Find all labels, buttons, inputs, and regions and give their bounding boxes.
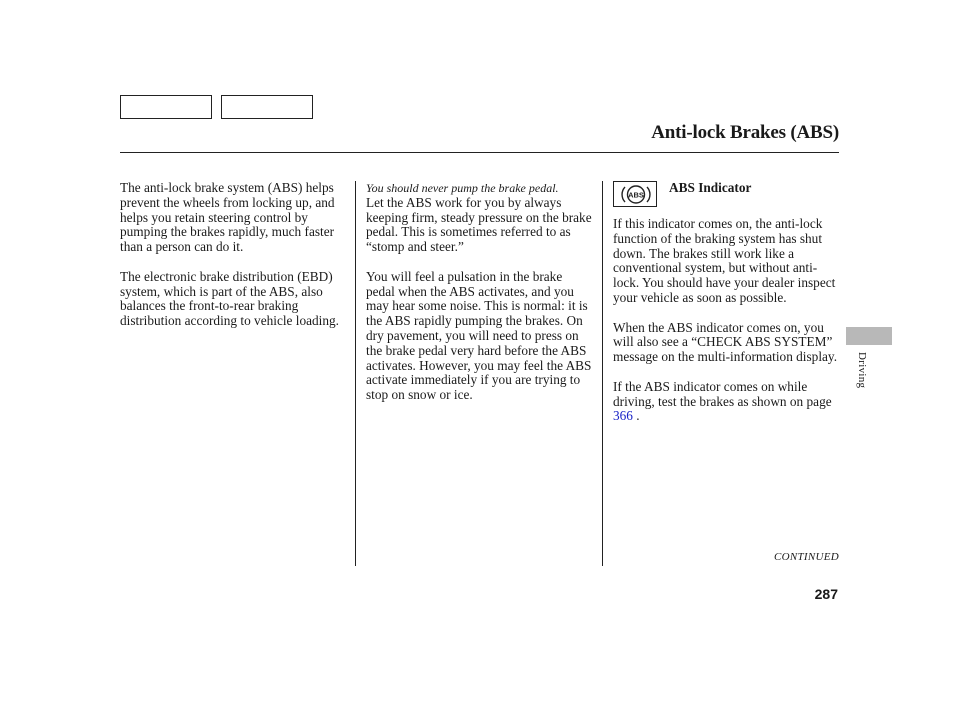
page-title: Anti-lock Brakes (ABS) [651, 122, 839, 143]
ebd-paragraph: The electronic brake distribution (EBD) system, which is part of the ABS, also balances the front-to-rear braking distribution according to vehicle loading. [120, 268, 339, 329]
column-divider [355, 181, 356, 566]
page-number: 287 [814, 586, 838, 602]
column-1 [120, 181, 340, 344]
column-3 [613, 181, 843, 439]
abs-indicator-icon [613, 181, 657, 207]
stomp-steer-paragraph: Let the ABS work for you by always keeping firm, steady pressure on the brake pedal. This is sometimes referred to as “stomp and steer.” [366, 194, 592, 255]
check-abs-paragraph: When the ABS indicator comes on, you will also see a “CHECK ABS SYSTEM” message on the multi-information display. [613, 319, 838, 365]
main-menu-button[interactable] [120, 95, 212, 119]
continued-label: CONTINUED [773, 551, 839, 563]
test-brakes-paragraph [613, 380, 843, 424]
column-2 [366, 181, 594, 418]
section-tab-label: Driving [856, 352, 868, 389]
abs-intro-paragraph: The anti-lock brake system (ABS) helps prevent the wheels from locking up, and helps you retain steering control by pumping the brakes rapidly, much faster than a person can do it. [120, 180, 335, 255]
abs-indicator-header [613, 181, 843, 211]
abs-indicator-heading: ABS Indicator [669, 180, 752, 195]
test-brakes-suffix: . [632, 408, 640, 424]
abs-icon [620, 184, 652, 205]
caution-text: You should never pump the brake pedal. [366, 181, 559, 195]
index-button[interactable] [221, 95, 313, 119]
page-366-link[interactable]: 366 [613, 408, 633, 424]
abs-icon-label: ABS [628, 190, 644, 200]
section-tab[interactable] [846, 327, 892, 345]
indicator-on-paragraph: If this indicator comes on, the anti-lock function of the braking system has shut down. The brakes still work like a conventional system, but without anti-lock. You should have your dealer inspect your vehicle as soon as possible. [613, 216, 836, 305]
test-brakes-text: If the ABS indicator comes on while driving, test the brakes as shown on page [613, 378, 832, 409]
pulsation-paragraph: You will feel a pulsation in the brake pedal when the ABS activates, and you may hear some noise. This is normal: it is the ABS rapidly pumping the brakes. On dry pavement, you will need to press on the brake pedal very hard before the ABS activates. However, you may feel the ABS activate immediately if you are trying to stop on snow or ice. [366, 268, 592, 403]
column-divider [602, 181, 603, 566]
title-divider [120, 152, 839, 153]
